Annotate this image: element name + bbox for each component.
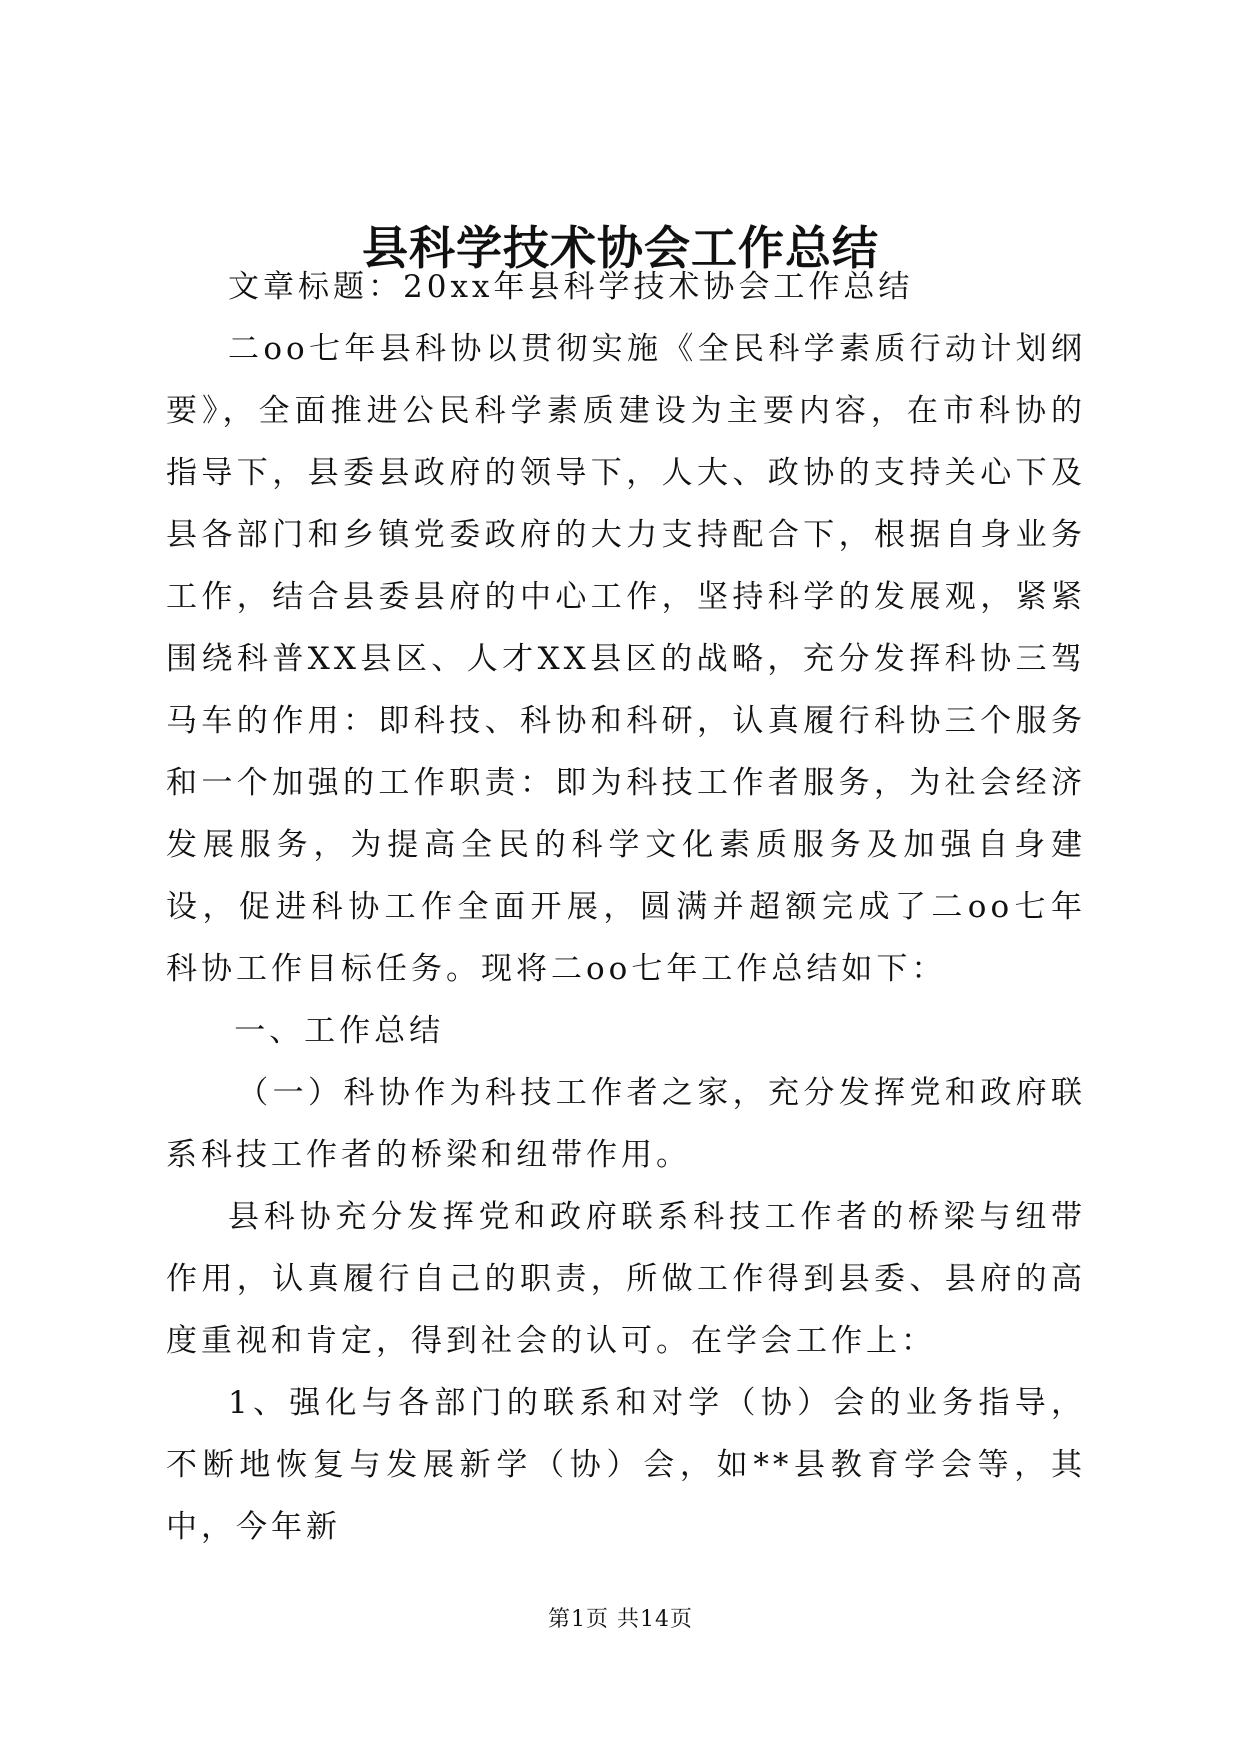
body-paragraph: 县科协充分发挥党和政府联系科技工作者的桥梁与纽带作用，认真履行自己的职责，所做工作得到县委、县府的高度重视和肯定，得到社会的认可。在学会工作上： xyxy=(166,1199,1086,1359)
list-item-paragraph: 1、强化与各部门的联系和对学（协）会的业务指导，不断地恢复与发展新学（协）会，如**县教育学会等，其中，今年新 xyxy=(166,1385,1086,1545)
intro-paragraph: 二oo七年县科协以贯彻实施《全民科学素质行动计划纲要》，全面推进公民科学素质建设为主要内容，在市科协的指导下，县委县政府的领导下，人大、政协的支持关心下及县各部门和乡镇党委政府的大力支持配合下，根据自身业务工作，结合县委县府的中心工作，坚持科学的发展观，紧紧围绕科普XX县区、人才XX县区的战略，充分发挥科协三驾马车的作用：即科技、科协和科研，认真履行科协三个服务和一个加强的工作职责：即为科技工作者服务，为社会经济发展服务，为提高全民的科学文化素质服务及加强自身建设，促进科协工作全面开展，圆满并超额完成了二oo七年科协工作目标任务。现将二oo七年工作总结如下： xyxy=(166,331,1086,987)
section-heading: 一、工作总结 xyxy=(234,1013,445,1049)
article-title-line: 文章标题：20xx年县科学技术协会工作总结 xyxy=(228,269,914,305)
page-number-footer: 第1页 共14页 xyxy=(548,1607,693,1632)
subsection-heading: （一）科协作为科技工作者之家，充分发挥党和政府联系科技工作者的桥梁和纽带作用。 xyxy=(166,1075,1086,1173)
document-title: 县科学技术协会工作总结 xyxy=(362,221,879,275)
document-body xyxy=(166,256,1086,1558)
